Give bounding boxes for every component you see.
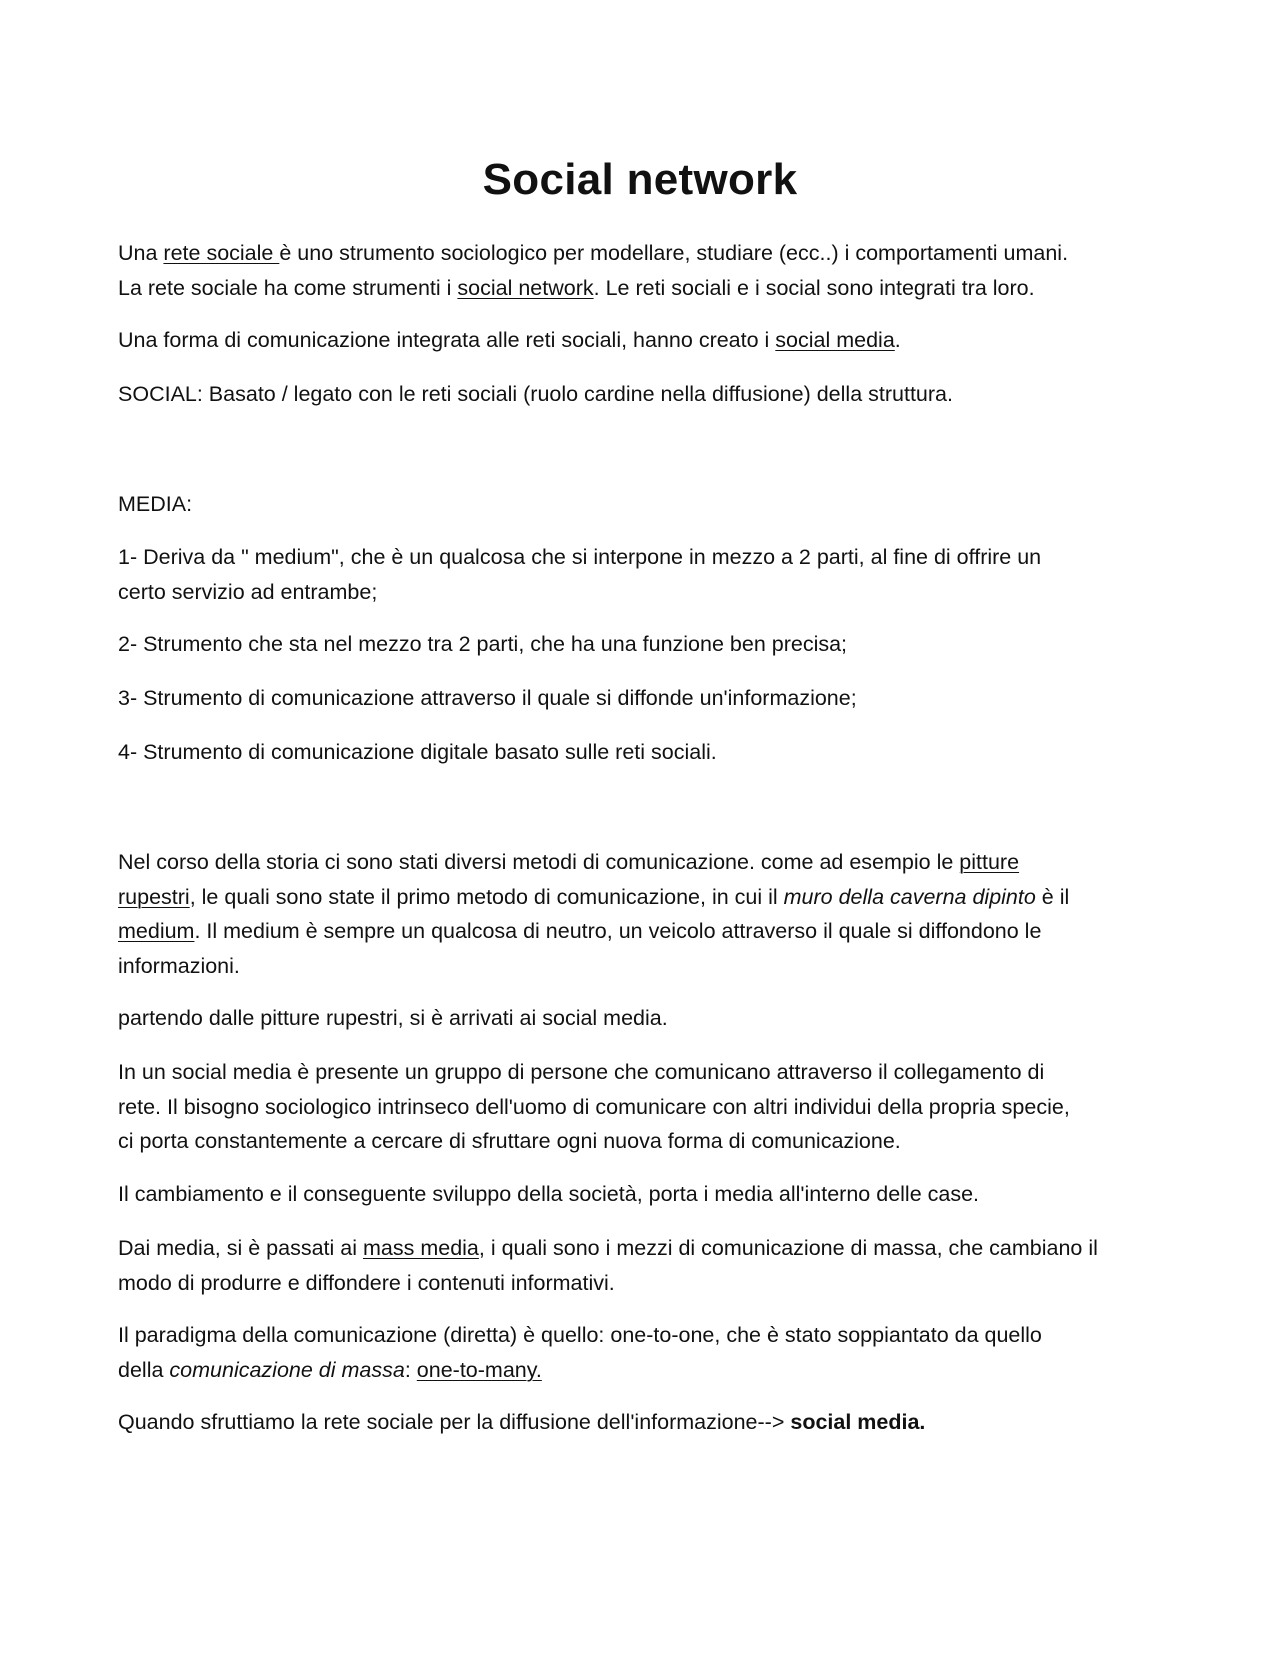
paragraph-line (118, 1353, 1168, 1388)
paragraph-gruppo-persone (118, 1055, 1168, 1159)
media-item-2 (118, 627, 1168, 662)
paragraph-line: informazioni. (118, 953, 240, 978)
paragraph-line: rete. Il bisogno sociologico intrinseco dell'uomo di comunicare con altri individui della propria specie, (118, 1094, 1070, 1119)
underlined-term: social network (457, 275, 594, 300)
paragraph-cambiamento (118, 1177, 1168, 1212)
paragraph-line: partendo dalle pitture rupestri, si è arrivati ai social media. (118, 1006, 668, 1030)
list-item-line: 3- Strumento di comunicazione attraverso il quale si diffonde un'informazione; (118, 686, 857, 710)
italic-term: muro della caverna dipinto (783, 884, 1036, 909)
underlined-term: rete sociale (163, 241, 280, 265)
media-heading (118, 487, 1168, 522)
text-span: , le quali sono state il primo metodo di comunicazione, in cui il (189, 884, 784, 909)
document-title: Social network (482, 155, 798, 204)
paragraph-line: In un social media è presente un gruppo di persone che comunicano attraverso il collegamento di (118, 1060, 1045, 1084)
list-item-line: 2- Strumento che sta nel mezzo tra 2 parti, che ha una funzione ben precisa; (118, 632, 848, 656)
text-span: Nel corso della storia ci sono stati diversi metodi di comunicazione. come ad esempio le (118, 850, 960, 874)
text-span: Dai media, si è passati ai (118, 1236, 363, 1260)
paragraph-line (118, 845, 1168, 880)
underlined-term: mass media (362, 1236, 479, 1260)
text-span: Quando sfruttiamo la rete sociale per la diffusione dell'informazione--> (118, 1410, 791, 1434)
paragraph-pitture (118, 1001, 1168, 1036)
list-item-line: 4- Strumento di comunicazione digitale basato sulle reti sociali. (118, 740, 717, 764)
text-span: della (118, 1357, 170, 1382)
text-span: , i quali sono i mezzi di comunicazione di massa, che cambiano il (478, 1236, 1098, 1260)
paragraph-conclusione (118, 1405, 1168, 1440)
paragraph-line: Il paradigma della comunicazione (diretta) è quello: one-to-one, che è stato soppiantato da quello (118, 1323, 1042, 1347)
paragraph-storia (118, 845, 1168, 983)
text-span: . Le reti sociali e i social sono integrati tra loro. (593, 275, 1035, 300)
text-span: : (404, 1357, 417, 1382)
paragraph-line (118, 914, 1168, 949)
media-item-1 (118, 540, 1168, 609)
underlined-term: social media (775, 328, 895, 352)
bold-term: social media. (790, 1410, 926, 1434)
media-item-3 (118, 681, 1168, 716)
paragraph-line (118, 880, 1168, 915)
paragraph-mass-media (118, 1231, 1168, 1300)
media-item-4 (118, 735, 1168, 770)
underlined-term: rupestri (118, 884, 190, 909)
paragraph-social-media (118, 323, 1168, 358)
paragraph-line: SOCIAL: Basato / legato con le reti sociali (ruolo cardine nella diffusione) della struttura. (118, 382, 953, 406)
paragraph-line (118, 1405, 1168, 1440)
paragraph-social-definition (118, 377, 1168, 412)
paragraph-line (118, 323, 1168, 358)
text-span: . Il medium è sempre un qualcosa di neutro, un veicolo attraverso il quale si diffondono le (194, 919, 1042, 943)
underlined-term: pitture (959, 850, 1020, 874)
paragraph-line (118, 236, 1168, 271)
paragraph-line: modo di produrre e diffondere i contenuti informativi. (118, 1270, 615, 1295)
paragraph-line (118, 1231, 1168, 1266)
paragraph-line: Il cambiamento e il conseguente sviluppo della società, porta i media all'interno delle case. (118, 1182, 980, 1206)
list-item-line: 1- Deriva da " medium", che è un qualcosa che si interpone in mezzo a 2 parti, al fine di offrire un (118, 545, 1042, 569)
text-span: è uno strumento sociologico per modellare, studiare (ecc..) i comportamenti umani. (279, 241, 1069, 265)
text-span: è il (1035, 884, 1070, 909)
paragraph-paradigma (118, 1318, 1168, 1387)
underlined-term: one-to-many. (416, 1357, 542, 1382)
text-span: La rete sociale ha come strumenti i (118, 275, 458, 300)
italic-term: comunicazione di massa (169, 1357, 405, 1382)
paragraph-rete-sociale (118, 236, 1168, 305)
underlined-term: medium (118, 919, 195, 943)
paragraph-line: ci porta constantemente a cercare di sfruttare ogni nuova forma di comunicazione. (118, 1129, 901, 1153)
text-span: . (894, 328, 901, 352)
paragraph-line (118, 271, 1168, 306)
heading-text: MEDIA: (118, 492, 193, 516)
text-span: Una (118, 241, 164, 265)
text-span: Una forma di comunicazione integrata alle reti sociali, hanno creato i (118, 328, 776, 352)
list-item-line: certo servizio ad entrambe; (118, 579, 378, 604)
